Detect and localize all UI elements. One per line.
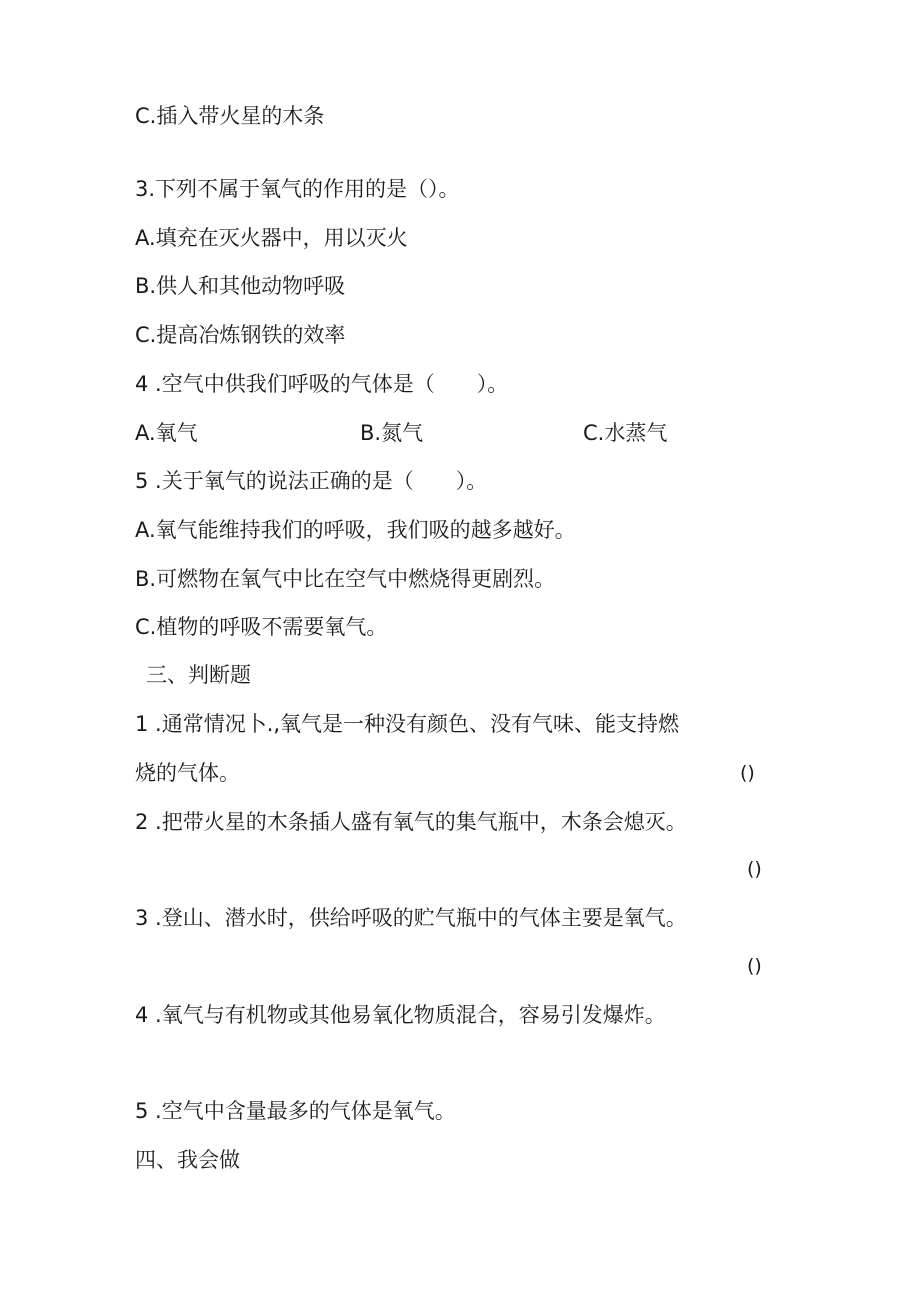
judgment-1-line-2: 烧的气体。 (135, 761, 240, 785)
question-2-option-c: C.插入带火星的木条 (135, 104, 325, 128)
judgment-4-text: 4 .氧气与有机物或其他易氧化物质混合，容易引发爆炸。 (135, 1003, 666, 1027)
judgment-3-answer-paren: () (747, 955, 762, 977)
judgment-2-text: 2 .把带火星的木条插人盛有氧气的集气瓶中，木条会熄灭。 (135, 810, 687, 834)
question-4-stem: 4 .空气中供我们呼吸的气体是（ ）。 (135, 372, 509, 396)
section-4-title: 四、我会做 (135, 1148, 240, 1172)
judgment-2-answer-paren: () (747, 858, 762, 880)
question-4-option-b: B.氮气 (360, 421, 424, 445)
question-5-option-c: C.植物的呼吸不需要氧气。 (135, 615, 388, 639)
judgment-1-line-1: 1 .通常情况卜.,氧气是一种没有颜色、没有气味、能支持燃 (135, 712, 680, 736)
judgment-3-text: 3 .登山、潜水时，供给呼吸的贮气瓶中的气体主要是氧气。 (135, 906, 687, 930)
question-5-option-b: B.可燃物在氧气中比在空气中燃烧得更剧烈。 (135, 567, 556, 591)
question-3-option-b: B.供人和其他动物呼吸 (135, 274, 346, 298)
question-3-option-a: A.填充在灭火器中，用以灭火 (135, 226, 408, 250)
question-5-option-a: A.氧气能维持我们的呼吸，我们吸的越多越好。 (135, 518, 576, 542)
question-3-option-c: C.提高冶炼钢铁的效率 (135, 323, 346, 347)
question-5-stem: 5 .关于氧气的说法正确的是（ ）。 (135, 469, 488, 493)
question-3-stem: 3.下列不属于氧气的作用的是（）。 (135, 177, 460, 201)
section-3-title: 三、判断题 (146, 663, 251, 687)
judgment-5-text: 5 .空气中含量最多的气体是氧气。 (135, 1099, 456, 1123)
question-4-option-a: A.氧气 (135, 421, 198, 445)
question-4-option-c: C.水蒸气 (583, 421, 668, 445)
judgment-1-answer-paren: () (740, 762, 755, 784)
